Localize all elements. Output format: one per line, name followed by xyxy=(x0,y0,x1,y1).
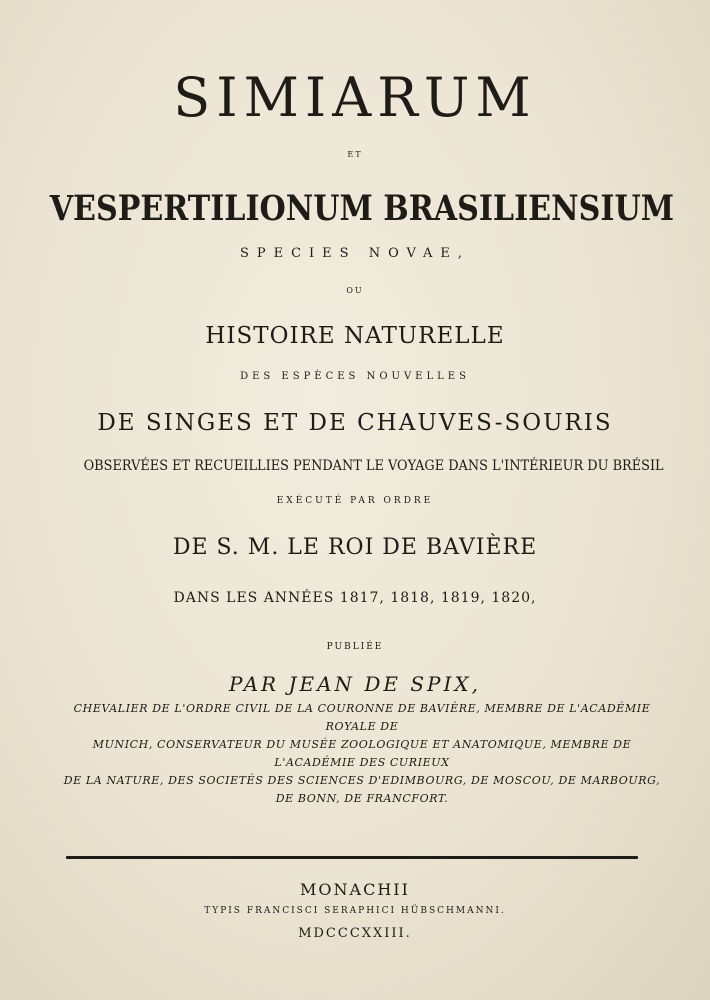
conjunction-et: ET xyxy=(347,150,363,159)
imprint-printer: TYPIS FRANCISCI SERAPHICI HÜBSCHMANNI. xyxy=(204,906,506,916)
imprint-year: MDCCCXXIII. xyxy=(298,926,412,941)
roi-de-baviere: DE S. M. LE ROI DE BAVIÈRE xyxy=(172,535,538,560)
french-title: HISTOIRE NATURELLE xyxy=(205,323,505,349)
subtitle-vespertilionum: VESPERTILIONUM BRASILIENSIUM xyxy=(49,188,675,229)
affiliation-line: CHEVALIER DE L'ORDRE CIVIL DE LA COURONNE DE BAVIÈRE, MEMBRE DE L'ACADÉMIE ROYALE DE xyxy=(73,702,651,733)
publiee: PUBLIÉE xyxy=(326,642,384,652)
singes-chauves-souris: DE SINGES ET DE CHAUVES-SOURIS xyxy=(97,410,613,436)
conjunction-ou: OU xyxy=(346,286,364,295)
observees-line: OBSERVÉES ET RECUEILLIES PENDANT LE VOYAGE DANS L'INTÉRIEUR DU BRÉSIL xyxy=(83,458,664,474)
years-line: DANS LES ANNÉES 1817, 1818, 1819, 1820, xyxy=(173,590,537,606)
main-title: SIMIARUM xyxy=(173,66,537,129)
author: PAR JEAN DE SPIX, xyxy=(228,672,482,696)
species-novae: SPECIES NOVAE, xyxy=(239,246,471,261)
imprint-place: MONACHII xyxy=(300,880,410,899)
affiliation-line: DE LA NATURE, DES SOCIETÉS DES SCIENCES D'EDIMBOURG, DE MOSCOU, DE MARBOURG, xyxy=(63,774,661,787)
author-affiliation xyxy=(62,700,662,808)
execute-par-ordre: EXÉCUTÉ PAR ORDRE xyxy=(276,496,434,506)
des-especes: DES ESPÈCES NOUVELLES xyxy=(240,371,470,382)
horizontal-rule xyxy=(66,856,638,859)
affiliation-line: DE BONN, DE FRANCFORT. xyxy=(275,792,449,805)
affiliation-line: MUNICH, CONSERVATEUR DU MUSÉE ZOOLOGIQUE ET ANATOMIQUE, MEMBRE DE L'ACADÉMIE DES CURIEUX xyxy=(92,738,632,769)
